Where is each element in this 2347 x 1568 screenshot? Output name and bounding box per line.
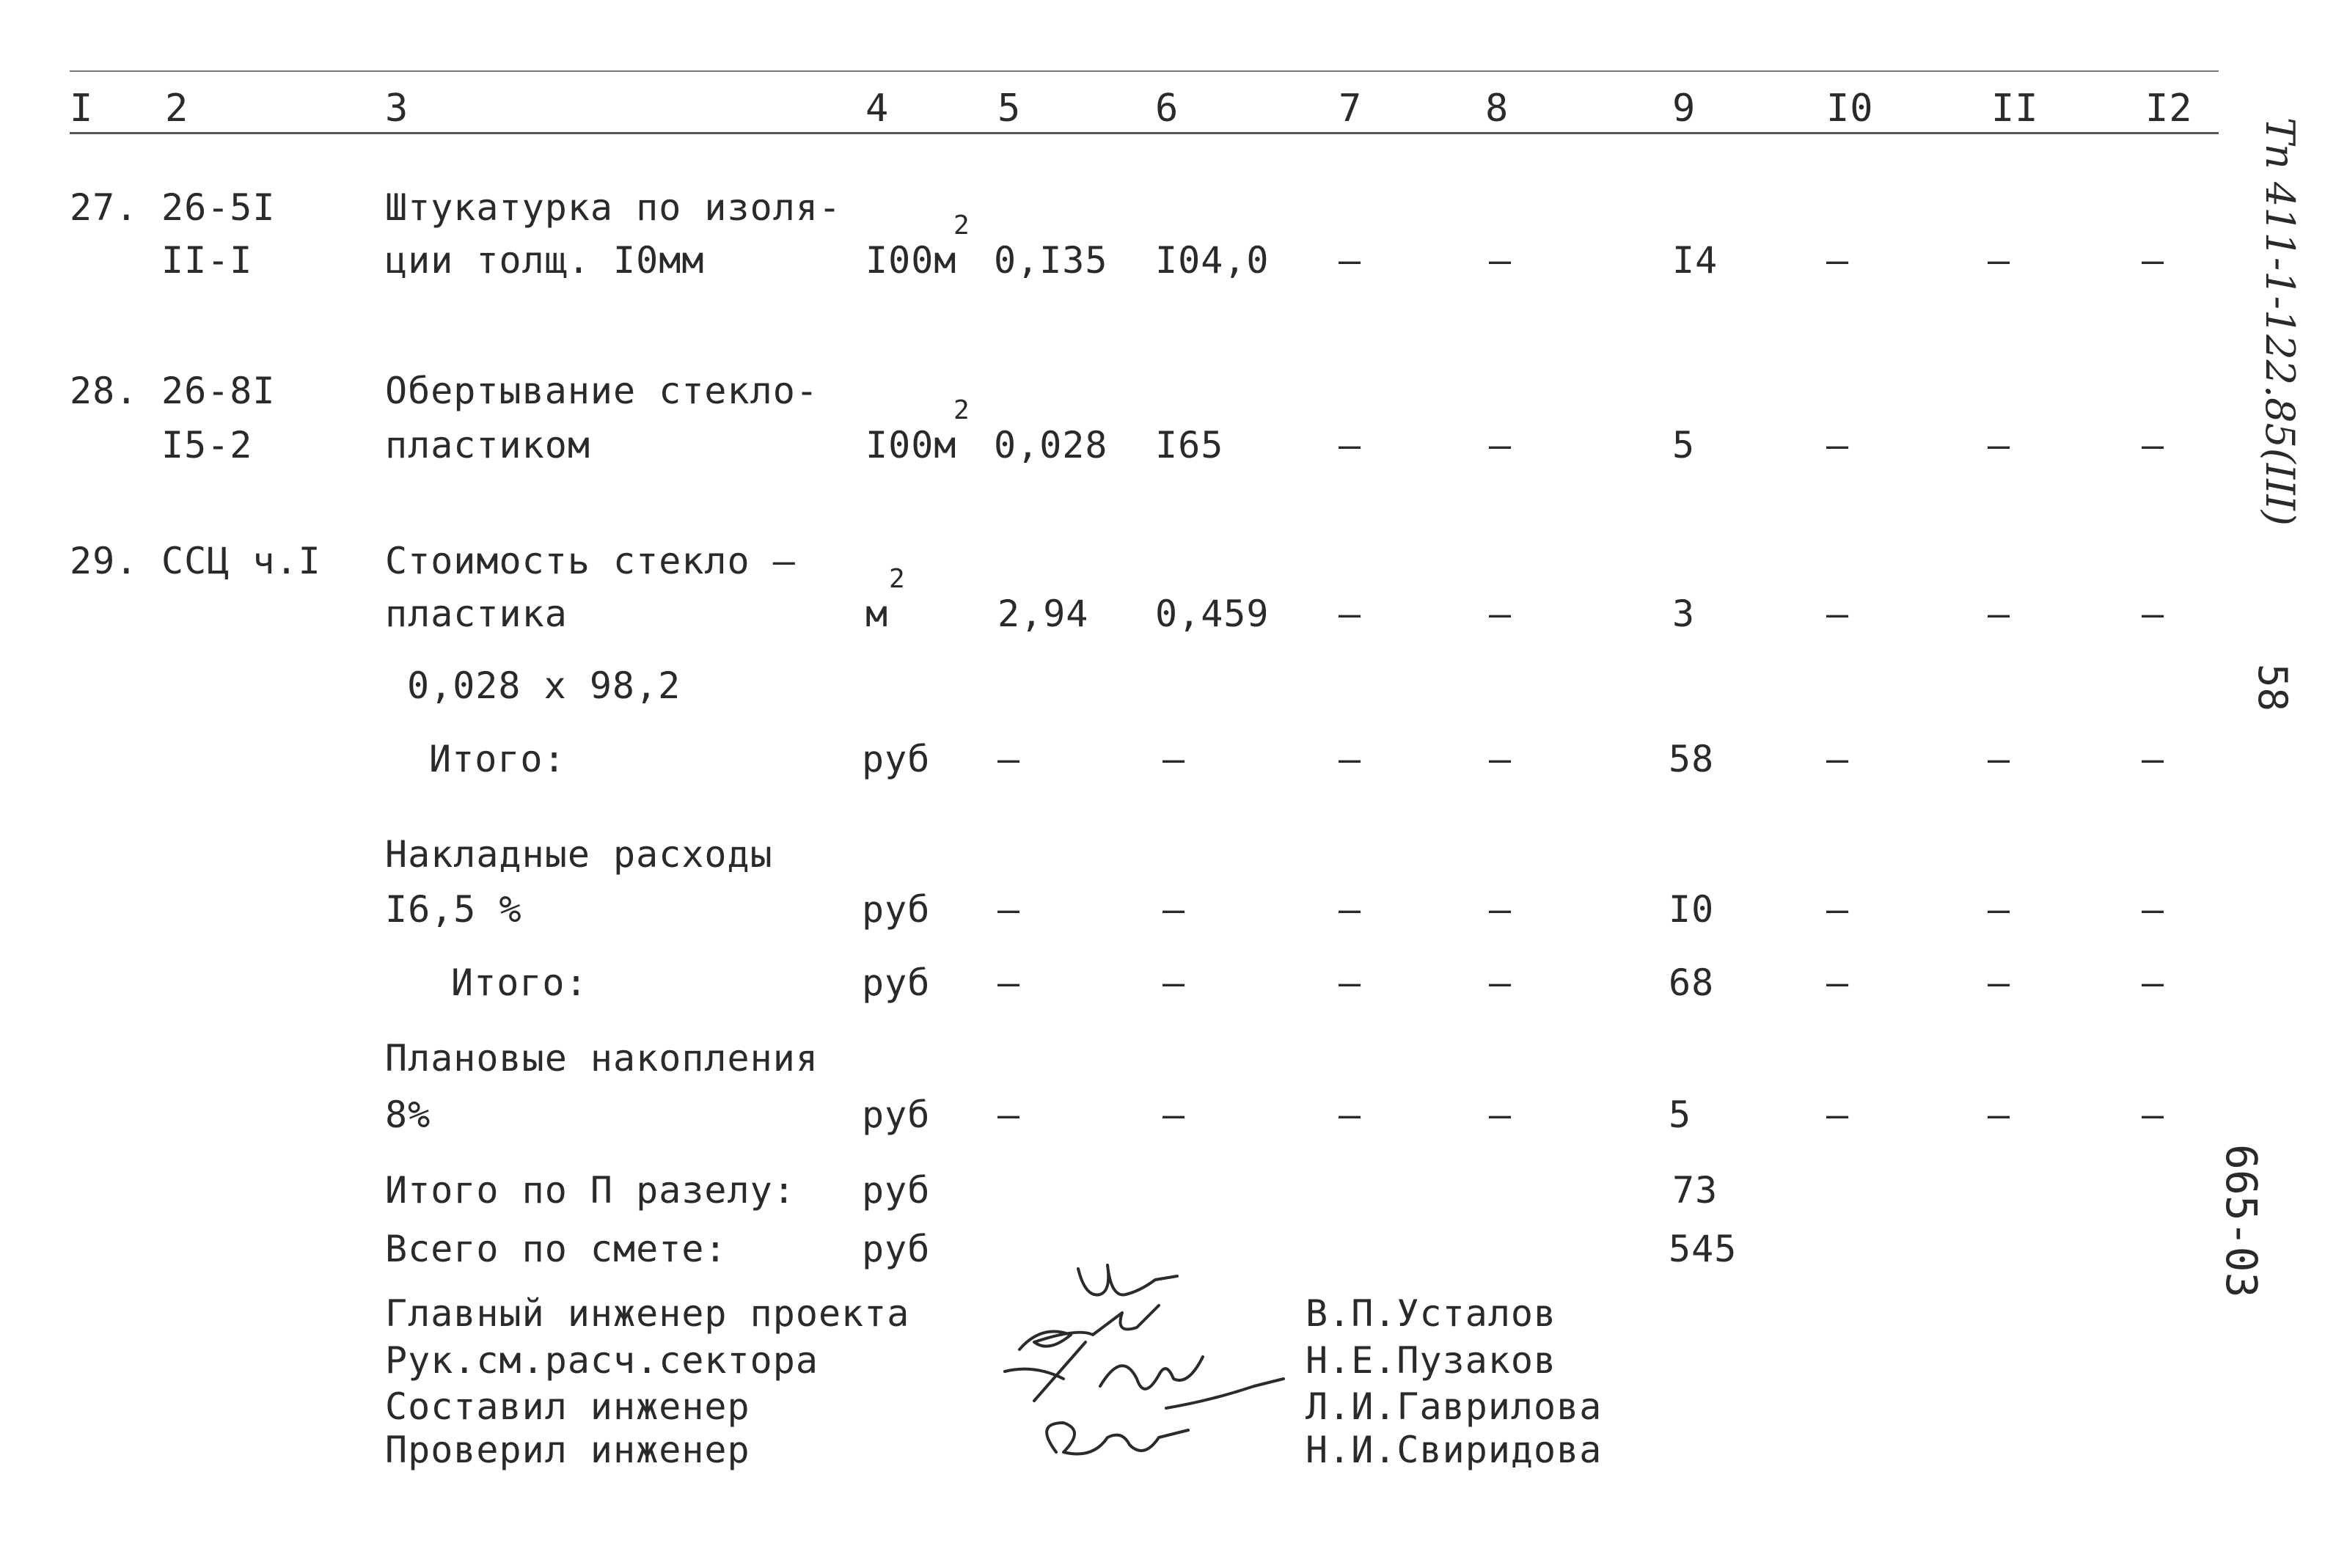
cell-col5: – — [997, 1093, 1021, 1136]
cell-col6: – — [1162, 961, 1186, 1004]
row-code: 26-8I — [161, 370, 276, 412]
cell-col12: – — [2142, 961, 2165, 1004]
cell-col6: I04,0 — [1155, 239, 1270, 282]
cell-col10: – — [1826, 1093, 1850, 1136]
cell-col6: – — [1162, 738, 1186, 780]
col-header-12: I2 — [2145, 87, 2193, 131]
signer-role: Рук.см.расч.сектора — [385, 1339, 819, 1382]
summary-unit: руб — [862, 1093, 931, 1136]
cell-col7: – — [1339, 888, 1362, 931]
cell-col11: – — [1988, 738, 2011, 780]
top-rule — [70, 70, 2219, 72]
cell-col9: 58 — [1669, 738, 1715, 780]
archive-code: 665-03 — [2216, 1144, 2266, 1298]
row-number: 27. — [70, 186, 139, 229]
cell-col12: – — [2142, 593, 2165, 635]
cell-col10: – — [1826, 738, 1850, 780]
cell-col7: – — [1339, 1093, 1362, 1136]
summary-label-cont: I6,5 % — [385, 888, 522, 931]
cell-col10: – — [1826, 424, 1850, 466]
cell-col9: I4 — [1672, 239, 1718, 282]
summary-unit: руб — [862, 738, 931, 780]
cell-col11: – — [1988, 239, 2011, 282]
cell-col7: – — [1339, 593, 1362, 635]
cell-col8: – — [1489, 593, 1512, 635]
col-header-3: 3 — [385, 87, 409, 131]
cell-col11: – — [1988, 593, 2011, 635]
summary-unit: руб — [862, 961, 931, 1004]
cell-col5: 0,028 — [994, 424, 1108, 466]
cell-col9: 5 — [1672, 424, 1696, 466]
cell-col12: – — [2142, 239, 2165, 282]
signer-role: Составил инженер — [385, 1385, 750, 1428]
cell-col7: – — [1339, 424, 1362, 466]
header-rule — [70, 132, 2219, 134]
cell-col9: 68 — [1669, 961, 1715, 1004]
col-header-5: 5 — [997, 87, 1022, 131]
cell-col11: – — [1988, 888, 2011, 931]
cell-col6: I65 — [1155, 424, 1224, 466]
cell-col9: 3 — [1672, 593, 1696, 635]
summary-label-cont: 8% — [385, 1093, 431, 1136]
row-unit: м — [865, 593, 889, 635]
cell-col12: – — [2142, 738, 2165, 780]
cell-col7: – — [1339, 239, 1362, 282]
signer-name: Н.Е.Пузаков — [1306, 1339, 1557, 1382]
cell-col8: – — [1489, 424, 1512, 466]
signer-name: Н.И.Свиридова — [1306, 1429, 1603, 1471]
cell-col6: 0,459 — [1155, 593, 1270, 635]
cell-col10: – — [1826, 593, 1850, 635]
row-description-cont: ции толщ. I0мм — [385, 239, 705, 282]
row-unit: I00м — [865, 239, 957, 282]
col-header-6: 6 — [1155, 87, 1179, 131]
cell-col12: – — [2142, 888, 2165, 931]
cell-col12: – — [2142, 424, 2165, 466]
row-code: 26-5I — [161, 186, 276, 229]
col-header-10: I0 — [1826, 87, 1874, 131]
summary-label: Накладные расходы — [385, 833, 773, 876]
cell-col5: – — [997, 888, 1021, 931]
cell-col12: – — [2142, 1093, 2165, 1136]
row-code-sub: I5-2 — [161, 424, 253, 466]
col-header-4: 4 — [865, 87, 890, 131]
cell-col11: – — [1988, 424, 2011, 466]
cell-col8: – — [1489, 738, 1512, 780]
cell-col8: – — [1489, 961, 1512, 1004]
page-number: 58 — [2249, 664, 2296, 712]
row-code: ССЦ ч.I — [161, 540, 321, 582]
row-description: Стоимость стекло – — [385, 540, 796, 582]
col-header-7: 7 — [1339, 87, 1363, 131]
signer-role: Главный инженер проекта — [385, 1292, 910, 1335]
signer-name: В.П.Усталов — [1306, 1292, 1557, 1335]
cell-col9: I0 — [1669, 888, 1715, 931]
total-section-unit: руб — [862, 1169, 931, 1212]
cell-col7: – — [1339, 961, 1362, 1004]
summary-label: Итого: — [429, 738, 566, 780]
cell-col7: – — [1339, 738, 1362, 780]
row-number: 28. — [70, 370, 139, 412]
cell-col8: – — [1489, 1093, 1512, 1136]
cell-col5: 2,94 — [997, 593, 1089, 635]
col-header-8: 8 — [1485, 87, 1509, 131]
col-header-9: 9 — [1672, 87, 1696, 131]
row-number: 29. — [70, 540, 139, 582]
handwritten-signatures — [990, 1247, 1298, 1489]
row-code-sub: II-I — [161, 239, 253, 282]
cell-col8: – — [1489, 239, 1512, 282]
row-unit-exponent: 2 — [953, 210, 970, 241]
signer-name: Л.И.Гаврилова — [1306, 1385, 1603, 1428]
col-header-11: II — [1991, 87, 2039, 131]
calc-note: 0,028 x 98,2 — [407, 664, 681, 707]
doc-code-stamp: Тп 411-1-122.85(III) — [2257, 117, 2303, 526]
summary-label: Итого: — [451, 961, 588, 1004]
grand-total-unit: руб — [862, 1228, 931, 1270]
row-unit-exponent: 2 — [889, 564, 905, 594]
cell-col9: 5 — [1669, 1093, 1692, 1136]
row-unit: I00м — [865, 424, 957, 466]
cell-col10: – — [1826, 239, 1850, 282]
summary-unit: руб — [862, 888, 931, 931]
row-unit-exponent: 2 — [953, 395, 970, 425]
row-description-cont: пластика — [385, 593, 568, 635]
col-header-2: 2 — [165, 87, 189, 131]
total-section-label: Итого по П разелу: — [385, 1169, 796, 1212]
cell-col10: – — [1826, 961, 1850, 1004]
signer-role: Проверил инженер — [385, 1429, 750, 1471]
grand-total-label: Всего по смете: — [385, 1228, 728, 1270]
cell-col11: – — [1988, 1093, 2011, 1136]
cell-col11: – — [1988, 961, 2011, 1004]
cell-col5: – — [997, 961, 1021, 1004]
col-header-1: I — [70, 87, 94, 131]
cell-col5: 0,I35 — [994, 239, 1108, 282]
row-description-cont: пластиком — [385, 424, 590, 466]
cell-col6: – — [1162, 888, 1186, 931]
total-section-value: 73 — [1672, 1169, 1718, 1212]
row-description: Штукатурка по изоля- — [385, 186, 842, 229]
grand-total-value: 545 — [1669, 1228, 1738, 1270]
cell-col10: – — [1826, 888, 1850, 931]
cell-col6: – — [1162, 1093, 1186, 1136]
cell-col5: – — [997, 738, 1021, 780]
cell-col8: – — [1489, 888, 1512, 931]
summary-label: Плановые накопления — [385, 1037, 819, 1080]
row-description: Обертывание стекло- — [385, 370, 819, 412]
